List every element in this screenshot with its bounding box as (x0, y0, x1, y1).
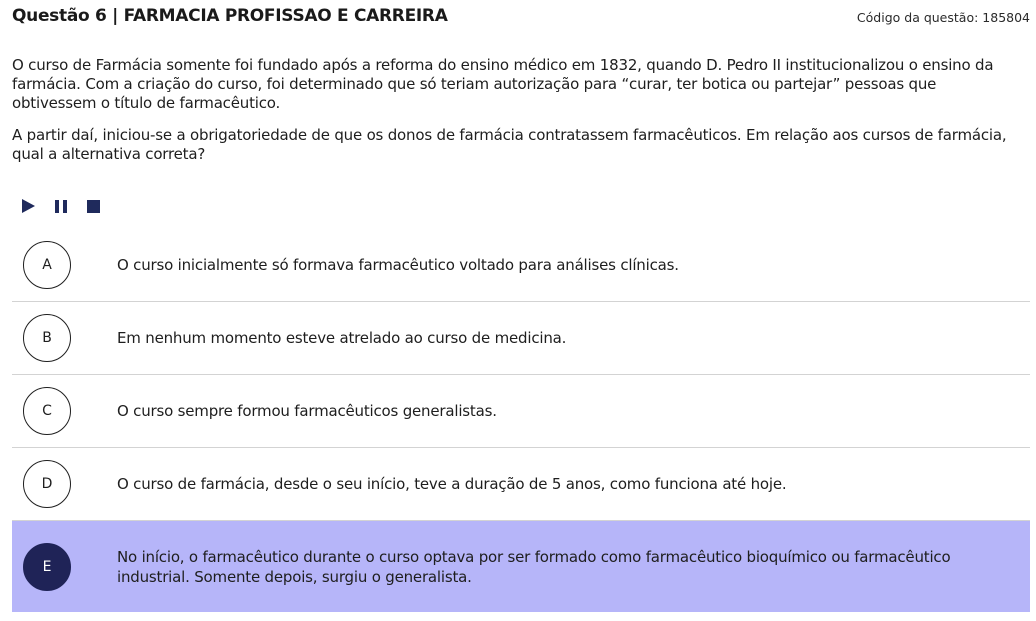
question-title: Questão 6 | FARMACIA PROFISSAO E CARREIRA (12, 6, 448, 26)
alternative-letter[interactable]: C (23, 387, 71, 435)
alternative-text[interactable]: Em nenhum momento esteve atrelado ao curso de medicina. (117, 329, 567, 347)
alternative-b[interactable] (12, 302, 1030, 375)
question-header (12, 4, 1030, 28)
alternative-c[interactable] (12, 375, 1030, 448)
pause-icon[interactable] (55, 200, 67, 213)
play-icon[interactable] (22, 199, 35, 213)
alternative-letter[interactable]: A (23, 241, 71, 289)
alternative-letter[interactable]: D (23, 460, 71, 508)
alternative-text[interactable]: O curso inicialmente só formava farmacêutico voltado para análises clínicas. (117, 256, 679, 274)
question-statement (12, 56, 1024, 177)
question-code: Código da questão: 185804 (856, 9, 1030, 25)
alternative-e[interactable] (12, 521, 1030, 612)
alternatives-list (12, 229, 1030, 612)
alternative-letter[interactable]: B (23, 314, 71, 362)
alternative-text[interactable]: O curso sempre formou farmacêuticos generalistas. (117, 402, 497, 420)
alternative-letter[interactable]: E (23, 543, 71, 591)
alternative-text[interactable]: No início, o farmacêutico durante o curso optava por ser formado como farmacêutico bioquímico ou farmacêutico industrial. Somente depois, surgiu o generalista. (117, 547, 951, 586)
audio-player (22, 199, 100, 213)
statement-paragraph-1: O curso de Farmácia somente foi fundado após a reforma do ensino médico em 1832, quando D. Pedro II institucionalizou o ensino da farmácia. Com a criação do curso, foi determinado que só teriam autorização para “curar, ter botica ou partejar” pessoas que obtivessem o título de farmacêutico. (12, 56, 994, 112)
alternative-d[interactable] (12, 448, 1030, 521)
alternative-text[interactable]: O curso de farmácia, desde o seu início, teve a duração de 5 anos, como funciona até hoje. (117, 475, 787, 493)
alternative-a[interactable] (12, 229, 1030, 302)
statement-paragraph-2: A partir daí, iniciou-se a obrigatoriedade de que os donos de farmácia contratassem farmacêuticos. Em relação aos cursos de farmácia, qual a alternativa correta? (12, 126, 1007, 163)
stop-icon[interactable] (87, 200, 100, 213)
